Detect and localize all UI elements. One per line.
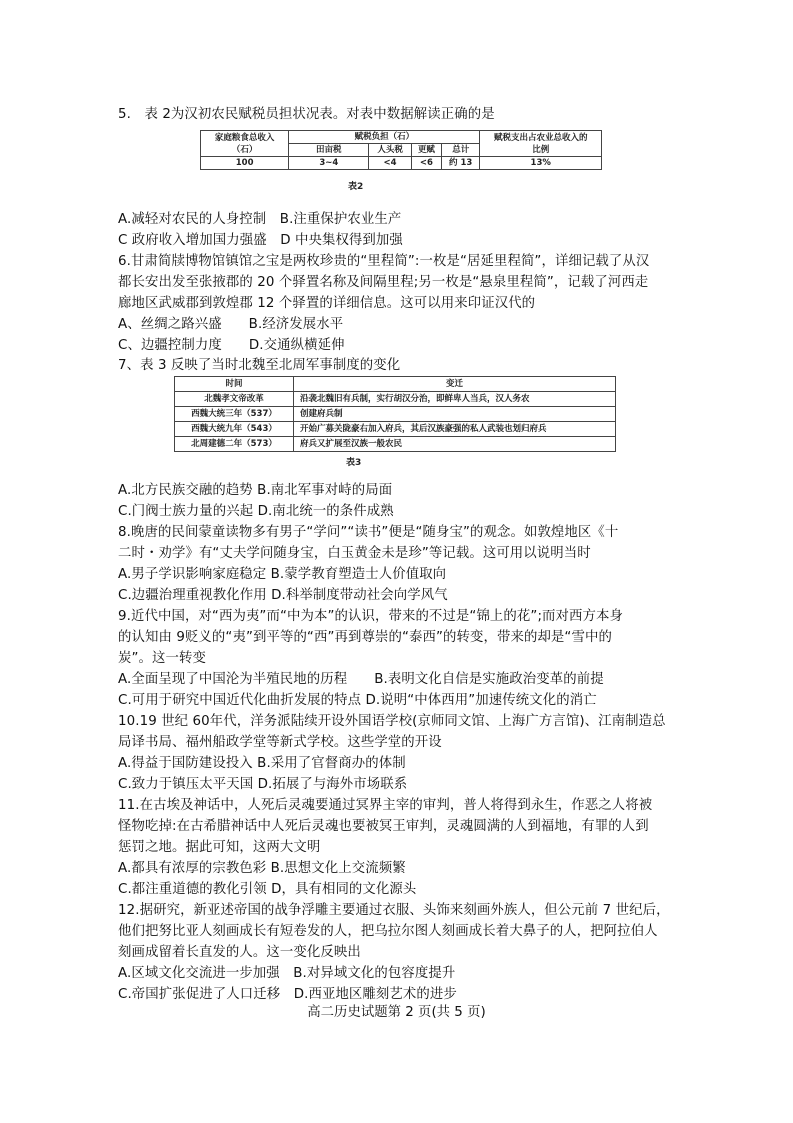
q7-options-cd: C.门阀士族力量的兴起 D.南北统一的条件成熟 <box>118 504 394 519</box>
q5-stem: 5. 表 2为汉初农民赋税员担状况表。对表中数据解读正确的是 <box>118 107 495 122</box>
table-cell: <6 <box>411 157 441 170</box>
table-cell: 府兵又扩展至汉族一般农民 <box>294 437 616 452</box>
q7-options-ab: A.北方民族交融的趋势 B.南北军事对峙的局面 <box>118 483 393 498</box>
header-ratio: 赋税支出占农业总收入的 比例 <box>480 131 602 157</box>
table-row <box>201 157 602 170</box>
table-cell: 西魏大统九年（543） <box>175 422 294 437</box>
q9-options-cd: C.可用于研究中国近代化曲折发展的特点 D.说明“中体西用”加速传统文化的消亡 <box>118 693 597 708</box>
q12-line-2: 他们把努比亚人刻画成长有短卷发的人，把乌拉尔图人刻画成长着大鼻子的人，把阿拉伯人 <box>118 924 658 939</box>
q7-stem: 7、表 3 反映了当时北魏至北周军事制度的变化 <box>118 358 401 373</box>
q11-line-3: 惩罚之地。据此可知，这两大文明 <box>118 840 321 855</box>
q11-options-cd: C.都注重道德的教化引领 D，具有相同的文化源头 <box>118 882 417 897</box>
q9-line-3: 炭”。这一转变 <box>118 651 206 666</box>
table-cell: 创建府兵制 <box>294 407 616 422</box>
table-cell: 13% <box>480 157 602 170</box>
q8-options-cd: C.边疆治理重视教化作用 D.科举制度带动社会向学风气 <box>118 588 448 603</box>
table-row <box>175 407 616 422</box>
q12-options-cd: C.帝国扩张促进了人口迁移 D.西亚地区雕刻艺术的进步 <box>118 987 457 1002</box>
q10-line-2: 局译书局、福州船政学堂等新式学校。这些学堂的开设 <box>118 735 442 750</box>
table-cell: 100 <box>201 157 289 170</box>
table-cell: 北周建德二年（573） <box>175 437 294 452</box>
sub-header: 更赋 <box>411 144 441 157</box>
sub-header: 人头税 <box>369 144 412 157</box>
q6-line-1: 6.甘肃简牍博物馆镇馆之宝是两枚珍贵的“里程简”:一枚是“居延里程简”，详细记载了从汉 <box>118 254 650 269</box>
header-time: 时间 <box>175 377 294 392</box>
q12-line-3: 刻画成留着长直发的人。这一变化反映出 <box>118 945 361 960</box>
header-change: 变迁 <box>294 377 616 392</box>
q10-options-cd: C.致力于镇压太平天国 D.拓展了与海外市场联系 <box>118 777 408 792</box>
table-cell: 沿袭北魏旧有兵制，实行胡汉分治，即鲜卑人当兵，汉人务农 <box>294 392 616 407</box>
q12-options-ab: A.区域文化交流进一步加强 B.对异域文化的包容度提升 <box>118 966 456 981</box>
q6-line-3: 廊地区武威郡到敦煌郡 12 个驿置的详细信息。这可以用来印证汉代的 <box>118 296 536 311</box>
table-row <box>175 392 616 407</box>
table-2 <box>200 130 602 170</box>
table-cell: <4 <box>369 157 412 170</box>
q5-options-cd: C 政府收入增加国力强盛 D 中央集权得到加强 <box>118 233 403 248</box>
table-row <box>175 422 616 437</box>
q11-line-2: 怪物吃掉:在古希腊神话中人死后灵魂也要被冥王审判，灵魂圆满的人到福地，有罪的人到 <box>118 819 649 834</box>
q6-options-ab: A、丝绸之路兴盛 B.经济发展水平 <box>118 317 344 332</box>
header-income: 家庭粮食总收入 （石） <box>201 131 289 157</box>
q8-line-1: 8.晚唐的民间蒙童读物多有男子“学问”“读书”便是“随身宝”的观念。如敦煌地区《十 <box>118 525 619 540</box>
q9-options-ab: A.全面呈现了中国沦为半殖民地的历程 B.表明文化自信是实施政治变革的前提 <box>118 672 604 687</box>
table-2-caption: 表2 <box>348 182 364 192</box>
table-cell: 约 13 <box>441 157 479 170</box>
table-cell: 西魏大统三年（537） <box>175 407 294 422</box>
table-cell: 开始广募关陇豪右加入府兵，其后汉族豪强的私人武装也划归府兵 <box>294 422 616 437</box>
table-row <box>175 437 616 452</box>
sub-header: 总计 <box>441 144 479 157</box>
sub-header: 田亩税 <box>289 144 369 157</box>
page-footer: 高二历史试题第 2 页(共 5 页) <box>307 1005 486 1020</box>
q8-options-ab: A.男子学识影响家庭稳定 B.蒙学教育塑造士人价值取向 <box>118 567 447 582</box>
table-3-caption: 表3 <box>346 458 362 468</box>
table-cell: 3~4 <box>289 157 369 170</box>
q6-options-cd: C、边疆控制力度 D.交通纵横延伸 <box>118 338 345 353</box>
q11-line-1: 11.在古埃及神话中，人死后灵魂要通过冥界主宰的审判，普人将得到永生，作恶之人将被 <box>118 798 653 813</box>
q10-line-1: 10.19 世纪 60年代，洋务派陆续开设外国语学校(京师同文馆、上海广方言馆)、江南制造总 <box>118 714 666 729</box>
table-cell: 北魏孝文帝改革 <box>175 392 294 407</box>
header-tax: 赋税负担（石） <box>289 131 480 144</box>
q8-line-2: 二时・劝学》有“丈夫学问随身宝，白玉黄金未是珍”等记载。这可用以说明当时 <box>118 546 591 561</box>
q12-line-1: 12.据研究，新亚述帝国的战争浮雕主要通过衣服、头饰来刻画外族人，但公元前 7 世纪后， <box>118 903 670 918</box>
q5-options-ab: A.减轻对农民的人身控制 B.注重保护农业生产 <box>118 212 402 227</box>
q10-options-ab: A.得益于国防建设投入 B.采用了官督商办的体制 <box>118 756 406 771</box>
q11-options-ab: A.都具有浓厚的宗教色彩 B.思想文化上交流频繁 <box>118 861 406 876</box>
q9-line-2: 的认知由 9贬义的“夷”到平等的“西”再到尊崇的“泰西”的转变，带来的却是“雪中的 <box>118 630 612 645</box>
q6-line-2: 都长安出发至张掖郡的 20 个驿置名称及间隔里程;另一枚是“悬泉里程简”，记载了河西走 <box>118 275 649 290</box>
table-3 <box>174 376 616 452</box>
q9-line-1: 9.近代中国，对“西为夷”而“中为本”的认识，带来的不过是“锦上的花”;而对西方本身 <box>118 609 623 624</box>
